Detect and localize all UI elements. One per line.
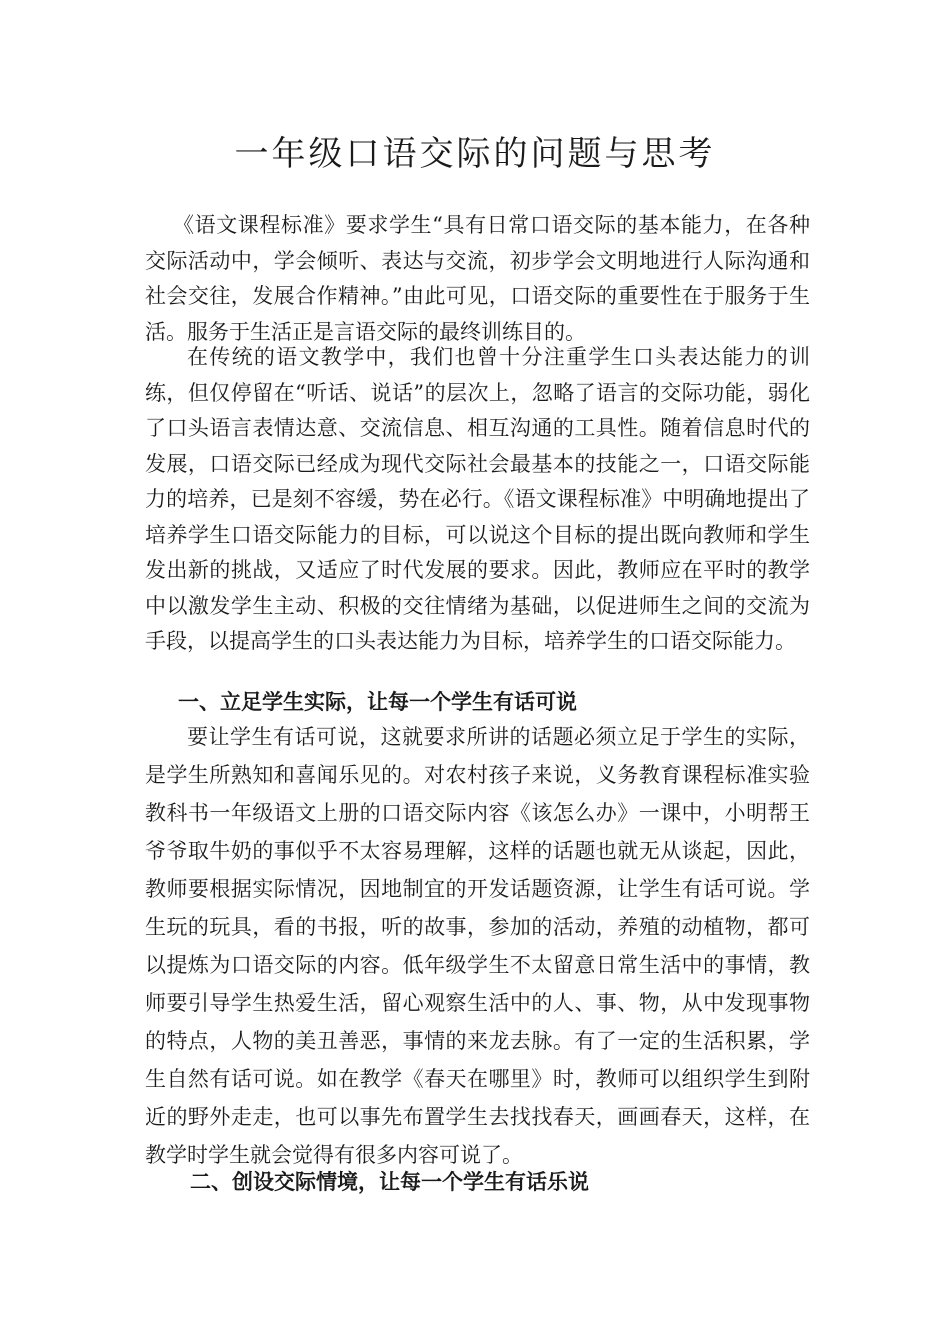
document-title: 一年级口语交际的问题与思考 xyxy=(234,134,716,174)
section-1-body: 要让学生有话可说，这就要求所讲的话题必须立足于学生的实际，是学生所熟知和喜闻乐见的。对农村孩子来说，义务教育课程标准实验教科书一年级语文上册的口语交际内容《该怎么办》一课中，小明帮王爷爷取牛奶的事似乎不太容易理解，这样的话题也就无从谈起，因此，教师要根据实际情况，因地制宜的开发话题资源，让学生有话可说。学生玩的玩具，看的书报，听的故事，参加的活动，养殖的动植物，都可以提炼为口语交际的内容。低年级学生不太留意日常生活中的事情，教师要引导学生热爱生活，留心观察生活中的人、事、物，从中发现事物的特点，人物的美丑善恶，事情的来龙去脉。有了一定的生活积累，学生自然有话可说。如在教学《春天在哪里》时，教师可以组织学生到附近的野外走走，也可以事先布置学生去找找春天，画画春天，这样，在教学时学生就会觉得有很多内容可说了。 xyxy=(145,725,810,1167)
section-heading-2: 二、创设交际情境，让每一个学生有话乐说 xyxy=(190,1169,589,1194)
intro-paragraph: 《语文课程标准》要求学生“具有日常口语交际的基本能力，在各种交际活动中，学会倾听、表达与交流，初步学会文明地进行人际沟通和社会交往，发展合作精神。”由此可见，口语交际的重要性在于服务于生活。服务于生活正是言语交际的最终训练目的。 xyxy=(145,213,810,344)
context-paragraph: 在传统的语文教学中，我们也曾十分注重学生口头表达能力的训练，但仅停留在“听话、说话”的层次上，忽略了语言的交际功能，弱化了口头语言表情达意、交流信息、相互沟通的工具性。随着信息时代的发展，口语交际已经成为现代交际社会最基本的技能之一，口语交际能力的培养，已是刻不容缓，势在必行。《语文课程标准》中明确地提出了培养学生口语交际能力的目标，可以说这个目标的提出既向教师和学生发出新的挑战，又适应了时代发展的要求。因此，教师应在平时的教学中以激发学生主动、积极的交往情绪为基础，以促进师生之间的交流为手段，以提高学生的口头表达能力为目标，培养学生的口语交际能力。 xyxy=(145,345,810,653)
section-heading-1: 一、立足学生实际，让每一个学生有话可说 xyxy=(178,689,577,714)
